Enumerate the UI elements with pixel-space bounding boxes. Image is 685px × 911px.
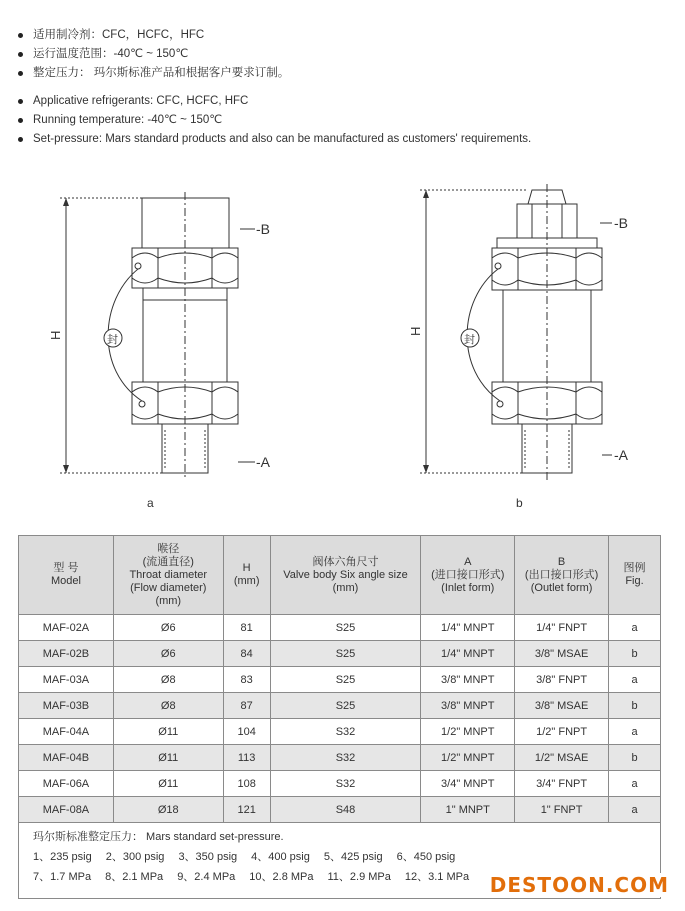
pressure-option: 11、2.9 MPa	[327, 871, 391, 883]
caption-b: b	[516, 496, 523, 510]
features-en-list	[18, 92, 531, 149]
pressure-option: 1、235 psig	[33, 851, 92, 863]
note-pressure-psig	[33, 847, 646, 867]
label-a-b: -A	[614, 447, 628, 463]
header-line: (Outlet form)	[530, 581, 593, 594]
header-line: 图例	[623, 562, 646, 574]
table-row	[19, 667, 661, 693]
header-inlet-form	[421, 536, 515, 615]
cell-fig: a	[609, 615, 661, 641]
header-line: B	[557, 555, 566, 568]
cell-h: 87	[223, 693, 270, 719]
pressure-option: 10、2.8 MPa	[249, 871, 314, 883]
table-row	[19, 771, 661, 797]
header-line: (Flow diameter)	[130, 581, 207, 594]
feature-en-item: Set-pressure: Mars standard products and also can be manufactured as customers' requirements.	[18, 130, 531, 149]
feature-en-item: Running temperature: -40℃ ~ 150℃	[18, 111, 531, 130]
cell-outlet-form: 1" FNPT	[515, 797, 609, 823]
table-row	[19, 641, 661, 667]
header-line: Model	[50, 575, 81, 587]
pressure-option: 3、350 psig	[178, 851, 238, 863]
cell-fig: a	[609, 797, 661, 823]
header-line: (Inlet form)	[441, 581, 495, 594]
feature-en-item: Applicative refrigerants: CFC, HCFC, HFC	[18, 92, 531, 111]
cell-model: MAF-03B	[19, 693, 114, 719]
cell-throat-diameter: Ø6	[113, 615, 223, 641]
valve-b-drawing	[420, 184, 612, 480]
cell-hex-size: S32	[270, 719, 421, 745]
cell-inlet-form: 3/8" MNPT	[421, 693, 515, 719]
cell-h: 83	[223, 667, 270, 693]
cell-model: MAF-04B	[19, 745, 114, 771]
cell-hex-size: S32	[270, 771, 421, 797]
cell-h: 81	[223, 615, 270, 641]
cell-outlet-form: 3/4" FNPT	[515, 771, 609, 797]
header-line: A	[464, 555, 472, 568]
pressure-option: 4、400 psig	[251, 851, 310, 863]
table-row	[19, 797, 661, 823]
cell-throat-diameter: Ø6	[113, 641, 223, 667]
cell-hex-size: S25	[270, 641, 421, 667]
cell-throat-diameter: Ø11	[113, 719, 223, 745]
header-throat-diameter	[113, 536, 223, 615]
cell-throat-diameter: Ø11	[113, 745, 223, 771]
cell-fig: b	[609, 641, 661, 667]
pressure-option: 6、450 psig	[396, 851, 456, 863]
cell-outlet-form: 3/8" MSAE	[515, 693, 609, 719]
pressure-option: 7、1.7 MPa	[33, 871, 92, 883]
cell-inlet-form: 1/4" MNPT	[421, 615, 515, 641]
header-line: 阀体六角尺寸	[312, 555, 379, 568]
cell-hex-size: S32	[270, 745, 421, 771]
cell-throat-diameter: Ø8	[113, 693, 223, 719]
cell-hex-size: S48	[270, 797, 421, 823]
note-title: 玛尔斯标准整定压力： Mars standard set-pressure.	[33, 831, 284, 843]
spec-table	[18, 535, 661, 899]
cell-h: 104	[223, 719, 270, 745]
header-outlet-form	[515, 536, 609, 615]
cell-outlet-form: 1/2" FNPT	[515, 719, 609, 745]
cell-fig: a	[609, 771, 661, 797]
table-row	[19, 719, 661, 745]
cell-h: 121	[223, 797, 270, 823]
pressure-option: 5、425 psig	[323, 851, 383, 863]
cell-inlet-form: 1/4" MNPT	[421, 641, 515, 667]
pressure-option: 9、2.4 MPa	[177, 871, 236, 883]
label-h-a: H	[48, 330, 63, 340]
cell-inlet-form: 1/2" MNPT	[421, 745, 515, 771]
cell-model: MAF-03A	[19, 667, 114, 693]
valve-a-drawing	[60, 192, 255, 480]
cell-hex-size: S25	[270, 693, 421, 719]
header-fig	[609, 536, 661, 615]
table-header-row	[19, 536, 661, 615]
cell-fig: a	[609, 719, 661, 745]
header-line: Valve body Six angle size	[283, 568, 408, 581]
header-line: (mm)	[233, 575, 260, 587]
header-hex-size	[270, 536, 421, 615]
header-line: 喉径	[157, 542, 180, 555]
cell-model: MAF-02B	[19, 641, 114, 667]
cell-inlet-form: 1" MNPT	[421, 797, 515, 823]
cell-fig: a	[609, 667, 661, 693]
header-line: (mm)	[332, 581, 359, 594]
header-line: Fig.	[625, 575, 644, 587]
cell-hex-size: S25	[270, 667, 421, 693]
cell-h: 84	[223, 641, 270, 667]
table-row	[19, 745, 661, 771]
header-h	[223, 536, 270, 615]
label-b-b: -B	[614, 215, 628, 231]
pressure-option: 8、2.1 MPa	[105, 871, 164, 883]
pressure-option: 2、300 psig	[105, 851, 165, 863]
cell-throat-diameter: Ø18	[113, 797, 223, 823]
feature-cn-item: 运行温度范围：-40℃ ~ 150℃	[18, 45, 289, 64]
cell-outlet-form: 3/8" FNPT	[515, 667, 609, 693]
cell-outlet-form: 3/8" MSAE	[515, 641, 609, 667]
header-line: Throat diameter	[129, 568, 208, 581]
cell-h: 108	[223, 771, 270, 797]
feature-cn-item: 适用制冷剂：CFC，HCFC，HFC	[18, 26, 289, 45]
feature-cn-item: 整定压力： 玛尔斯标准产品和根据客户要求订制。	[18, 64, 289, 83]
cell-inlet-form: 3/4" MNPT	[421, 771, 515, 797]
table-body	[19, 615, 661, 823]
label-b-a: -B	[256, 221, 270, 237]
cell-inlet-form: 1/2" MNPT	[421, 719, 515, 745]
label-a-a: -A	[256, 454, 270, 470]
table-row	[19, 615, 661, 641]
cell-throat-diameter: Ø11	[113, 771, 223, 797]
cell-fig: b	[609, 693, 661, 719]
cell-throat-diameter: Ø8	[113, 667, 223, 693]
header-line: (进口接口形式)	[431, 568, 505, 581]
cell-h: 113	[223, 745, 270, 771]
pressure-option: 12、3.1 MPa	[404, 871, 470, 883]
cell-outlet-form: 1/4" FNPT	[515, 615, 609, 641]
header-line: (流通直径)	[142, 555, 194, 568]
cell-model: MAF-06A	[19, 771, 114, 797]
seal-label-a: 封	[107, 334, 118, 346]
cell-outlet-form: 1/2" MSAE	[515, 745, 609, 771]
cell-fig: b	[609, 745, 661, 771]
cell-model: MAF-08A	[19, 797, 114, 823]
valve-drawings	[0, 180, 685, 520]
header-line: 型 号	[53, 562, 79, 574]
cell-model: MAF-02A	[19, 615, 114, 641]
seal-label-b: 封	[464, 334, 475, 346]
header-line: (mm)	[155, 594, 182, 607]
header-line: (出口接口形式)	[524, 568, 599, 581]
cell-model: MAF-04A	[19, 719, 114, 745]
cell-inlet-form: 3/8" MNPT	[421, 667, 515, 693]
watermark: DESTOON.COM	[489, 873, 669, 897]
caption-a: a	[147, 496, 154, 510]
header-line: H	[242, 562, 251, 574]
features-cn-list	[18, 26, 289, 83]
table-row	[19, 693, 661, 719]
header-model	[19, 536, 114, 615]
label-h-b: H	[408, 326, 423, 336]
cell-hex-size: S25	[270, 615, 421, 641]
